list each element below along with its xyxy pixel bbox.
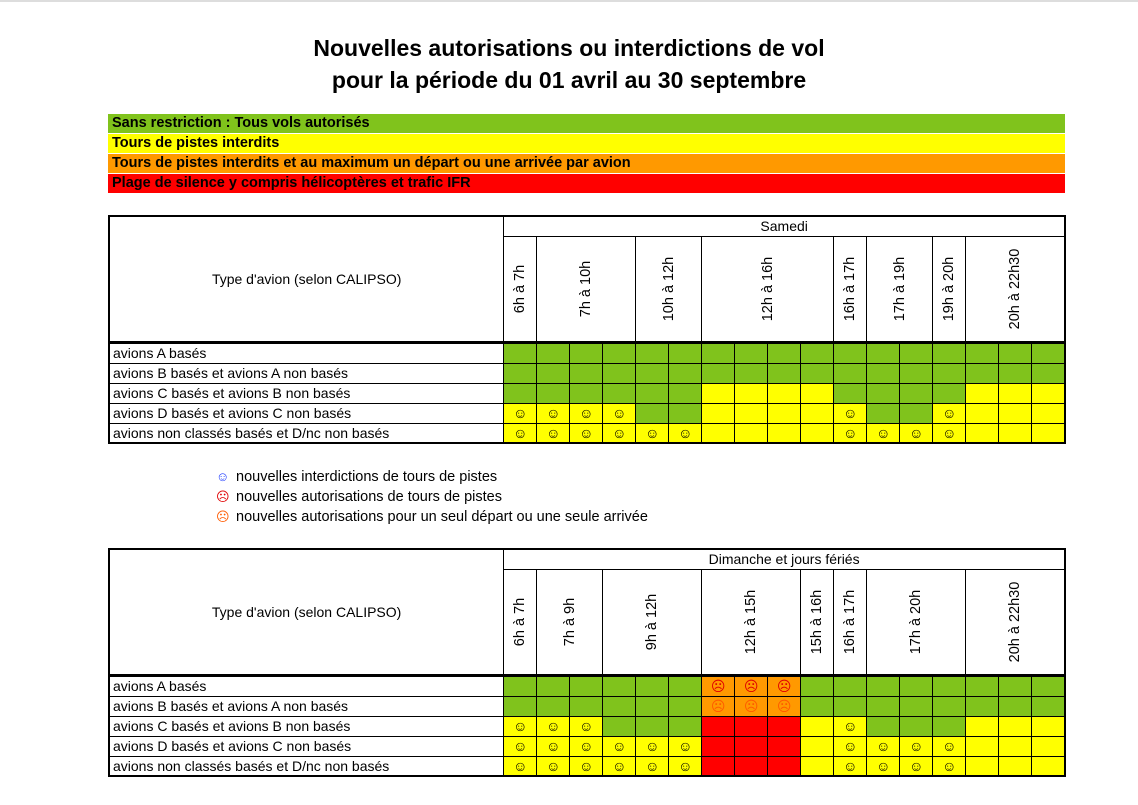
schedule-cell — [801, 383, 834, 403]
schedule-cell — [801, 423, 834, 443]
schedule-cell — [768, 403, 801, 423]
table-row — [109, 756, 1065, 776]
schedule-cell — [801, 756, 834, 776]
aircraft-type-header: Type d'avion (selon CALIPSO) — [109, 549, 504, 674]
aircraft-type-label: avions D basés et avions C non basés — [109, 736, 504, 756]
time-slot-label: 7h à 10h — [578, 260, 595, 317]
time-slot-header — [636, 236, 702, 341]
schedule-cell — [537, 363, 570, 383]
schedule-cell — [867, 676, 900, 696]
aircraft-type-label: avions A basés — [109, 343, 504, 363]
schedule-cell — [735, 383, 768, 403]
smiley-icon: ☺ — [612, 424, 627, 441]
time-slot-label: 16h à 17h — [842, 256, 859, 321]
schedule-cell — [702, 696, 735, 716]
schedule-cell — [834, 736, 867, 756]
time-slot-label: 19h à 20h — [941, 256, 958, 321]
schedule-cell — [636, 696, 669, 716]
schedule-cell — [537, 676, 570, 696]
schedule-cell — [735, 716, 768, 736]
schedule-cell — [504, 676, 537, 696]
schedule-cell — [834, 676, 867, 696]
day-header: Samedi — [504, 216, 1065, 236]
schedule-cell — [768, 756, 801, 776]
schedule-cell — [966, 383, 999, 403]
smiley-icon: ☺ — [513, 424, 528, 441]
schedule-cell — [966, 716, 999, 736]
schedule-cell — [504, 756, 537, 776]
schedule-cell — [966, 676, 999, 696]
symbol-legend — [216, 467, 648, 527]
schedule-cell — [537, 736, 570, 756]
schedule-cell — [1032, 343, 1065, 363]
orange-frown-icon: ☹ — [216, 509, 230, 524]
smiley-icon: ☺ — [579, 424, 594, 441]
smiley-icon: ☺ — [843, 718, 858, 734]
schedule-cell — [570, 756, 603, 776]
smiley-icon: ☺ — [579, 405, 594, 421]
schedule-cell — [966, 343, 999, 363]
schedule-cell — [669, 423, 702, 443]
orange-frown-icon: ☹ — [710, 698, 726, 714]
schedule-cell — [702, 343, 735, 363]
schedule-cell — [570, 403, 603, 423]
schedule-cell — [900, 756, 933, 776]
schedule-cell — [999, 403, 1032, 423]
smiley-icon: ☺ — [909, 757, 924, 774]
smiley-icon: ☺ — [843, 424, 858, 441]
schedule-cell — [603, 736, 636, 756]
schedule-cell — [1032, 403, 1065, 423]
time-slot-label: 15h à 16h — [809, 589, 826, 654]
smiley-icon: ☺ — [513, 718, 528, 734]
schedule-cell — [1032, 716, 1065, 736]
smiley-icon: ☺ — [612, 757, 627, 774]
schedule-cell — [636, 736, 669, 756]
schedule-cell — [537, 756, 570, 776]
schedule-cell — [1032, 423, 1065, 443]
time-slot-label: 20h à 22h30 — [1007, 248, 1024, 329]
schedule-cell — [603, 676, 636, 696]
schedule-cell — [504, 736, 537, 756]
schedule-cell — [768, 343, 801, 363]
schedule-cell — [768, 676, 801, 696]
schedule-cell — [933, 423, 966, 443]
schedule-cell — [735, 736, 768, 756]
schedule-cell — [834, 363, 867, 383]
schedule-cell — [1032, 756, 1065, 776]
schedule-cell — [999, 736, 1032, 756]
schedule-cell — [933, 363, 966, 383]
smiley-icon: ☺ — [942, 405, 957, 421]
smiley-icon: ☺ — [579, 718, 594, 734]
smiley-icon: ☺ — [579, 757, 594, 774]
schedule-cell — [735, 696, 768, 716]
schedule-cell — [570, 736, 603, 756]
smiley-icon: ☺ — [678, 738, 693, 754]
schedule-cell — [702, 736, 735, 756]
schedule-cell — [1032, 696, 1065, 716]
schedule-cell — [669, 736, 702, 756]
schedule-cell — [669, 756, 702, 776]
smiley-icon: ☺ — [612, 405, 627, 421]
schedule-cell — [603, 383, 636, 403]
smiley-icon: ☺ — [843, 738, 858, 754]
time-slot-header — [537, 569, 603, 674]
schedule-cell — [768, 363, 801, 383]
schedule-cell — [933, 716, 966, 736]
symbol-legend-item — [216, 487, 648, 507]
time-slot-header — [966, 569, 1065, 674]
schedule-cell — [933, 676, 966, 696]
smiley-icon: ☺ — [678, 757, 693, 774]
smiley-icon: ☺ — [678, 424, 693, 441]
schedule-cell — [867, 383, 900, 403]
schedule-cell — [504, 383, 537, 403]
color-legend — [108, 114, 1065, 194]
aircraft-type-label: avions B basés et avions A non basés — [109, 696, 504, 716]
symbol-legend-item — [216, 507, 648, 527]
table-row — [109, 676, 1065, 696]
schedule-cell — [867, 696, 900, 716]
schedule-cell — [570, 383, 603, 403]
schedule-cell — [966, 736, 999, 756]
time-slot-label: 17h à 19h — [891, 256, 908, 321]
schedule-cell — [669, 363, 702, 383]
smiley-icon: ☺ — [843, 757, 858, 774]
schedule-cell — [735, 363, 768, 383]
time-slot-header — [966, 236, 1065, 341]
schedule-cell — [966, 363, 999, 383]
time-slot-header — [867, 569, 966, 674]
schedule-cell — [1032, 676, 1065, 696]
time-slot-label: 12h à 16h — [759, 256, 776, 321]
schedule-cell — [900, 403, 933, 423]
schedule-cell — [570, 343, 603, 363]
table-row — [109, 403, 1065, 423]
smiley-icon: ☺ — [942, 738, 957, 754]
schedule-cell — [702, 403, 735, 423]
schedule-cell — [636, 716, 669, 736]
time-slot-header — [834, 569, 867, 674]
time-slot-header — [504, 569, 537, 674]
schedule-cell — [768, 696, 801, 716]
schedule-cell — [537, 716, 570, 736]
aircraft-type-label: avions B basés et avions A non basés — [109, 363, 504, 383]
schedule-cell — [669, 403, 702, 423]
smiley-icon: ☺ — [546, 424, 561, 441]
orange-frown-icon: ☹ — [776, 698, 792, 714]
table-row — [109, 423, 1065, 443]
schedule-cell — [1032, 383, 1065, 403]
smiley-icon: ☺ — [645, 757, 660, 774]
title-line-1: Nouvelles autorisations ou interdictions de vol — [313, 35, 825, 61]
schedule-cell — [933, 756, 966, 776]
schedule-cell — [867, 756, 900, 776]
red-frown-icon: ☹ — [743, 678, 759, 694]
schedule-cell — [570, 423, 603, 443]
schedule-cell — [636, 423, 669, 443]
schedule-cell — [999, 696, 1032, 716]
legend-bar-r: Plage de silence y compris hélicoptères et trafic IFR — [108, 174, 1065, 193]
schedule-cell — [966, 756, 999, 776]
schedule-cell — [999, 363, 1032, 383]
schedule-cell — [834, 696, 867, 716]
time-slot-header — [537, 236, 636, 341]
page-title — [0, 32, 1138, 96]
time-slot-header — [834, 236, 867, 341]
schedule-cell — [603, 363, 636, 383]
schedule-cell — [801, 403, 834, 423]
schedule-cell — [801, 736, 834, 756]
smiley-icon: ☺ — [942, 757, 957, 774]
saturday-schedule-table — [108, 215, 1066, 444]
schedule-cell — [768, 423, 801, 443]
table-row — [109, 363, 1065, 383]
time-slot-header — [801, 569, 834, 674]
smiley-icon: ☺ — [909, 424, 924, 441]
smiley-icon: ☺ — [876, 424, 891, 441]
smiley-icon: ☺ — [876, 738, 891, 754]
aircraft-type-label: avions A basés — [109, 676, 504, 696]
schedule-cell — [570, 716, 603, 736]
schedule-cell — [1032, 363, 1065, 383]
schedule-cell — [570, 696, 603, 716]
schedule-cell — [1032, 736, 1065, 756]
legend-bar-o: Tours de pistes interdits et au maximum un départ ou une arrivée par avion — [108, 154, 1065, 173]
schedule-cell — [735, 423, 768, 443]
time-slot-header — [702, 569, 801, 674]
time-slot-header — [603, 569, 702, 674]
schedule-cell — [999, 756, 1032, 776]
schedule-cell — [603, 756, 636, 776]
schedule-cell — [603, 423, 636, 443]
smiley-icon: ☺ — [645, 738, 660, 754]
schedule-cell — [834, 716, 867, 736]
schedule-cell — [900, 423, 933, 443]
symbol-legend-label: nouvelles autorisations pour un seul départ ou une seule arrivée — [236, 509, 648, 525]
schedule-cell — [702, 423, 735, 443]
schedule-cell — [603, 696, 636, 716]
schedule-cell — [735, 403, 768, 423]
schedule-cell — [537, 696, 570, 716]
table-row — [109, 716, 1065, 736]
schedule-cell — [801, 716, 834, 736]
schedule-cell — [669, 676, 702, 696]
table-row — [109, 696, 1065, 716]
smiley-icon: ☺ — [579, 738, 594, 754]
red-frown-icon: ☹ — [216, 489, 230, 504]
orange-frown-icon: ☹ — [743, 698, 759, 714]
schedule-cell — [834, 756, 867, 776]
legend-bar-y: Tours de pistes interdits — [108, 134, 1065, 153]
schedule-cell — [702, 716, 735, 736]
schedule-cell — [702, 383, 735, 403]
smiley-icon: ☺ — [546, 405, 561, 421]
schedule-cell — [570, 363, 603, 383]
smiley-icon: ☺ — [513, 738, 528, 754]
schedule-cell — [735, 343, 768, 363]
schedule-cell — [900, 676, 933, 696]
time-slot-label: 16h à 17h — [842, 589, 859, 654]
schedule-cell — [999, 383, 1032, 403]
schedule-cell — [669, 383, 702, 403]
smiley-icon: ☺ — [546, 757, 561, 774]
schedule-cell — [537, 403, 570, 423]
smiley-icon: ☺ — [942, 424, 957, 441]
top-border — [0, 0, 1138, 2]
red-frown-icon: ☹ — [710, 678, 726, 694]
time-slot-label: 9h à 12h — [644, 593, 661, 650]
schedule-cell — [834, 423, 867, 443]
schedule-cell — [504, 696, 537, 716]
table-row — [109, 343, 1065, 363]
time-slot-header — [702, 236, 834, 341]
schedule-cell — [735, 676, 768, 696]
time-slot-header — [867, 236, 933, 341]
time-slot-header — [933, 236, 966, 341]
schedule-cell — [933, 343, 966, 363]
time-slot-label: 17h à 20h — [908, 589, 925, 654]
smiley-icon: ☺ — [645, 424, 660, 441]
schedule-cell — [900, 383, 933, 403]
schedule-cell — [669, 343, 702, 363]
aircraft-type-label: avions D basés et avions C non basés — [109, 403, 504, 423]
symbol-legend-item — [216, 467, 648, 487]
schedule-cell — [900, 343, 933, 363]
schedule-cell — [669, 716, 702, 736]
schedule-cell — [933, 403, 966, 423]
schedule-cell — [900, 716, 933, 736]
schedule-cell — [966, 403, 999, 423]
title-line-2: pour la période du 01 avril au 30 septembre — [331, 67, 807, 93]
legend-bar-g: Sans restriction : Tous vols autorisés — [108, 114, 1065, 133]
smiley-icon: ☺ — [843, 405, 858, 421]
schedule-cell — [801, 343, 834, 363]
schedule-cell — [999, 343, 1032, 363]
aircraft-type-label: avions non classés basés et D/nc non basés — [109, 423, 504, 443]
schedule-cell — [834, 403, 867, 423]
time-slot-label: 6h à 7h — [512, 597, 529, 646]
schedule-cell — [537, 343, 570, 363]
schedule-cell — [702, 676, 735, 696]
time-slot-label: 12h à 15h — [743, 589, 760, 654]
schedule-cell — [801, 363, 834, 383]
red-frown-icon: ☹ — [776, 678, 792, 694]
aircraft-type-label: avions non classés basés et D/nc non basés — [109, 756, 504, 776]
schedule-cell — [537, 383, 570, 403]
schedule-cell — [867, 363, 900, 383]
schedule-cell — [768, 716, 801, 736]
schedule-cell — [570, 676, 603, 696]
symbol-legend-label: nouvelles interdictions de tours de pistes — [236, 469, 498, 485]
aircraft-type-label: avions C basés et avions B non basés — [109, 716, 504, 736]
schedule-cell — [999, 676, 1032, 696]
schedule-cell — [636, 756, 669, 776]
schedule-cell — [636, 383, 669, 403]
schedule-cell — [999, 716, 1032, 736]
schedule-cell — [966, 423, 999, 443]
schedule-cell — [768, 383, 801, 403]
schedule-cell — [603, 716, 636, 736]
schedule-cell — [867, 343, 900, 363]
symbol-legend-label: nouvelles autorisations de tours de pistes — [236, 489, 502, 505]
aircraft-type-label: avions C basés et avions B non basés — [109, 383, 504, 403]
schedule-cell — [702, 363, 735, 383]
schedule-cell — [867, 716, 900, 736]
aircraft-type-header: Type d'avion (selon CALIPSO) — [109, 216, 504, 341]
schedule-cell — [504, 423, 537, 443]
schedule-cell — [966, 696, 999, 716]
schedule-cell — [504, 343, 537, 363]
sunday-holiday-schedule-table — [108, 548, 1066, 777]
schedule-cell — [603, 343, 636, 363]
blue-smiley-icon: ☺ — [216, 469, 230, 484]
schedule-cell — [603, 403, 636, 423]
schedule-cell — [867, 403, 900, 423]
schedule-cell — [636, 676, 669, 696]
schedule-cell — [933, 736, 966, 756]
time-slot-label: 6h à 7h — [512, 264, 529, 313]
schedule-cell — [801, 676, 834, 696]
schedule-cell — [768, 736, 801, 756]
smiley-icon: ☺ — [876, 757, 891, 774]
day-header: Dimanche et jours fériés — [504, 549, 1065, 569]
time-slot-label: 7h à 9h — [561, 597, 578, 646]
smiley-icon: ☺ — [513, 757, 528, 774]
schedule-cell — [702, 756, 735, 776]
time-slot-label: 10h à 12h — [660, 256, 677, 321]
schedule-cell — [801, 696, 834, 716]
schedule-cell — [504, 716, 537, 736]
smiley-icon: ☺ — [546, 738, 561, 754]
schedule-cell — [636, 343, 669, 363]
smiley-icon: ☺ — [612, 738, 627, 754]
schedule-cell — [900, 363, 933, 383]
schedule-cell — [504, 363, 537, 383]
schedule-cell — [636, 363, 669, 383]
smiley-icon: ☺ — [546, 718, 561, 734]
smiley-icon: ☺ — [513, 405, 528, 421]
table-row — [109, 383, 1065, 403]
schedule-cell — [900, 736, 933, 756]
schedule-cell — [636, 403, 669, 423]
schedule-cell — [504, 403, 537, 423]
schedule-cell — [999, 423, 1032, 443]
schedule-cell — [669, 696, 702, 716]
smiley-icon: ☺ — [909, 738, 924, 754]
schedule-cell — [900, 696, 933, 716]
table-row — [109, 736, 1065, 756]
schedule-cell — [537, 423, 570, 443]
schedule-cell — [933, 383, 966, 403]
schedule-cell — [867, 423, 900, 443]
time-slot-label: 20h à 22h30 — [1007, 581, 1024, 662]
schedule-cell — [834, 343, 867, 363]
schedule-cell — [867, 736, 900, 756]
schedule-cell — [834, 383, 867, 403]
schedule-cell — [735, 756, 768, 776]
time-slot-header — [504, 236, 537, 341]
schedule-cell — [933, 696, 966, 716]
